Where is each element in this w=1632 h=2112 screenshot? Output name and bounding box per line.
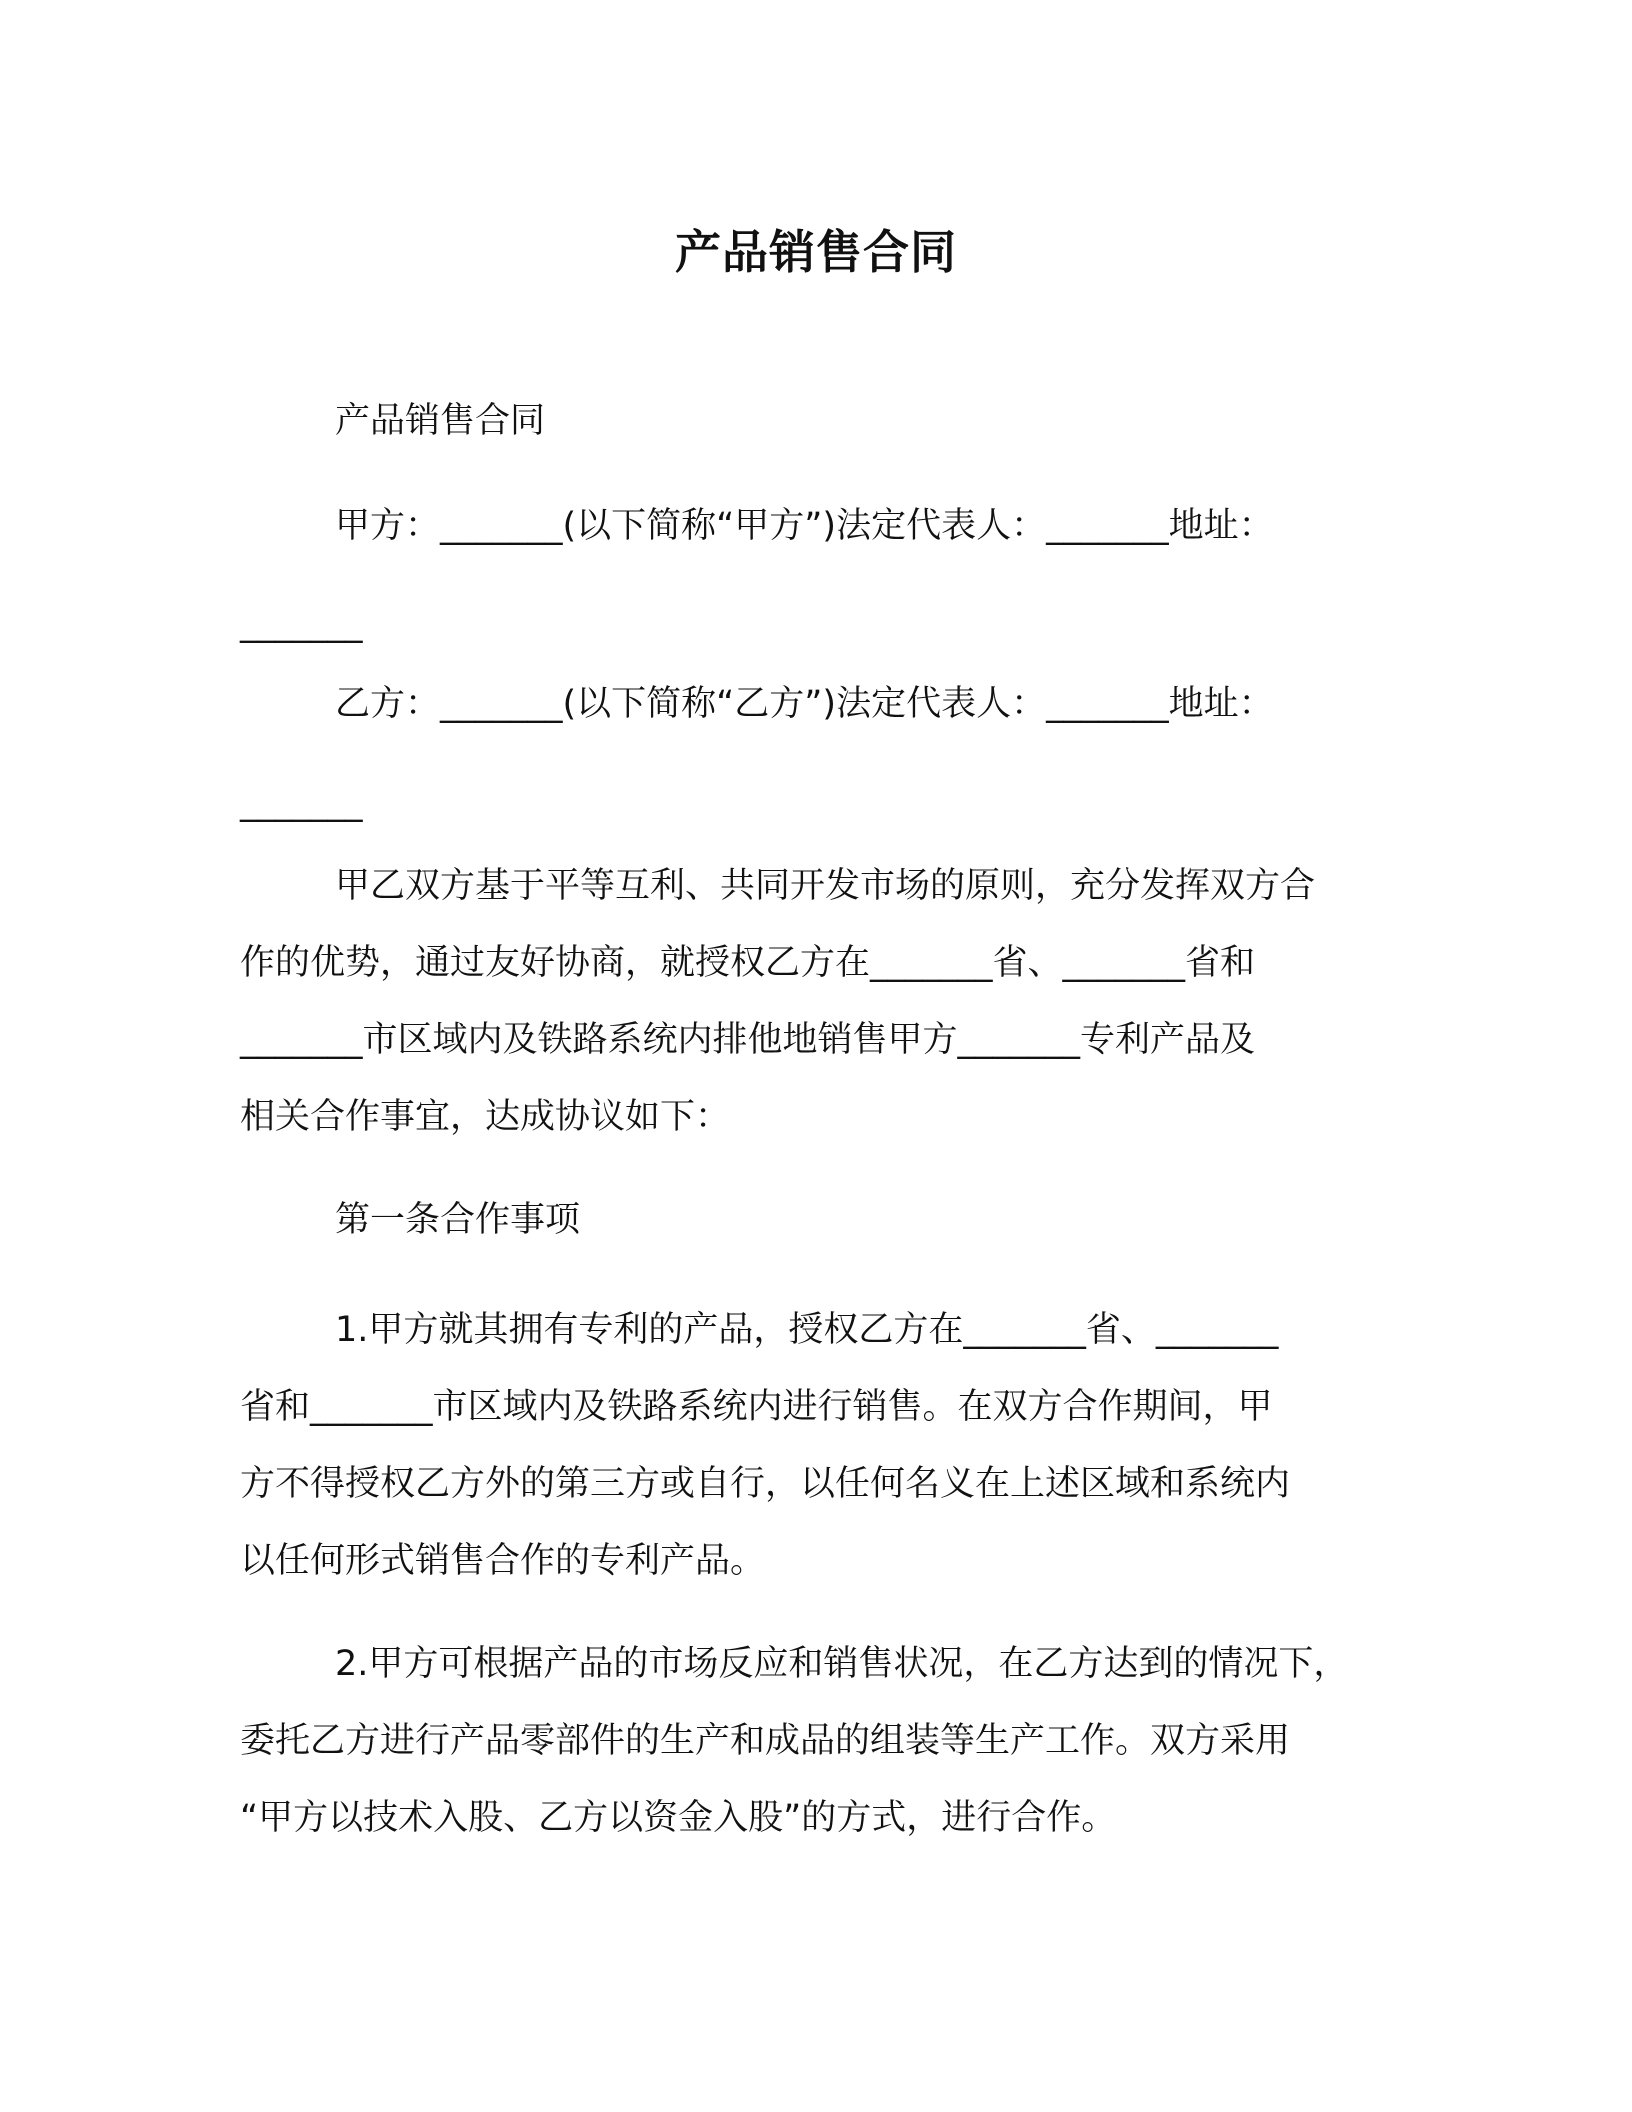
- clause-1-line-4: 以任何形式销售合作的专利产品。: [240, 1541, 766, 1581]
- preamble-line-3: _______市区域内及铁路系统内排他地销售甲方_______专利产品及: [240, 1020, 1256, 1060]
- contract-heading: 产品销售合同: [335, 401, 546, 441]
- preamble-line-2: 作的优势，通过友好协商，就授权乙方在_______省、_______省和: [240, 943, 1256, 983]
- clause-2-line-3: “甲方以技术入股、乙方以资金入股”的方式，进行合作。: [240, 1798, 1117, 1838]
- party-a-line: 甲方：_______(以下简称“甲方”)法定代表人：_______地址：: [335, 506, 1274, 546]
- preamble-line-1: 甲乙双方基于平等互利、共同开发市场的原则，充分发挥双方合: [335, 866, 1316, 906]
- clause-1-line-1: 1.甲方就其拥有专利的产品，授权乙方在_______省、_______: [335, 1310, 1279, 1350]
- document-title: 产品销售合同: [675, 225, 957, 279]
- clause-1-line-3: 方不得授权乙方外的第三方或自行，以任何名义在上述区域和系统内: [240, 1464, 1291, 1504]
- clause-2-line-2: 委托乙方进行产品零部件的生产和成品的组装等生产工作。双方采用: [240, 1721, 1291, 1761]
- party-a-address-blank: _______: [240, 604, 363, 644]
- party-b-address-blank: _______: [240, 783, 363, 823]
- clause-1-line-2: 省和_______市区域内及铁路系统内进行销售。在双方合作期间，甲: [240, 1387, 1273, 1427]
- clause-2-line-1: 2.甲方可根据产品的市场反应和销售状况，在乙方达到的情况下，: [335, 1644, 1349, 1684]
- preamble-line-4: 相关合作事宜，达成协议如下：: [240, 1097, 731, 1137]
- party-b-line: 乙方：_______(以下简称“乙方”)法定代表人：_______地址：: [335, 684, 1274, 724]
- article-1-heading: 第一条合作事项: [335, 1200, 581, 1240]
